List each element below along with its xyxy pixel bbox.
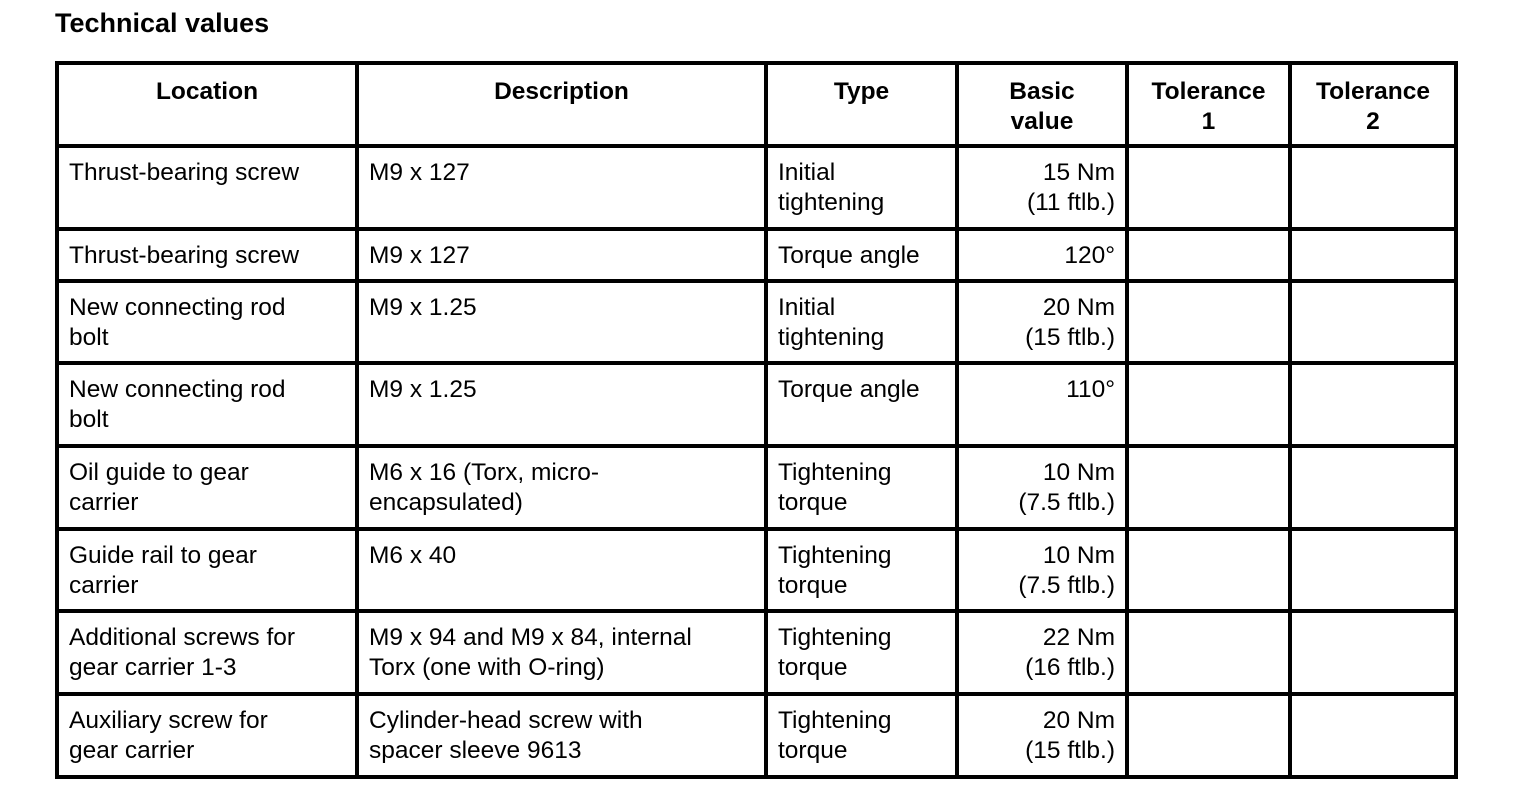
table-row	[57, 281, 1456, 364]
cell-type-line: torque	[778, 737, 848, 765]
cell-type-line: torque	[778, 571, 848, 599]
cell-basic-value-line: (15 ftlb.)	[1025, 737, 1115, 765]
cell-location	[57, 611, 357, 694]
cell-location-line: Thrust-bearing screw	[69, 241, 300, 269]
cell-type-line: Tightening	[778, 541, 892, 569]
cell-description	[357, 694, 766, 777]
cell-description-line: M6 x 40	[369, 541, 457, 569]
cell-tolerance-2	[1290, 446, 1456, 529]
cell-location-line: Additional screws for	[69, 624, 296, 652]
cell-description-line: M9 x 127	[369, 159, 470, 186]
table-row	[57, 611, 1456, 694]
header-type: Type	[766, 63, 957, 146]
header-row	[57, 63, 1456, 146]
cell-basic-value	[957, 146, 1127, 229]
cell-type	[766, 611, 957, 694]
table-row	[57, 363, 1456, 446]
cell-location-line: bolt	[69, 406, 109, 434]
table-row	[57, 446, 1456, 529]
cell-tolerance-1	[1127, 146, 1290, 229]
cell-location-line: Guide rail to gear	[69, 541, 257, 569]
cell-basic-value-line: 22 Nm	[1042, 624, 1115, 652]
cell-tolerance-2	[1290, 229, 1456, 281]
header-tolerance-2: Tolerance 2	[1290, 63, 1456, 146]
cell-location-line: Auxiliary screw for	[69, 707, 268, 735]
cell-basic-value-line: (15 ftlb.)	[1025, 323, 1115, 351]
cell-type	[766, 281, 957, 364]
cell-description-line: Cylinder-head screw with	[369, 707, 643, 735]
cell-location-line: carrier	[69, 489, 139, 517]
cell-type	[766, 146, 957, 229]
cell-location	[57, 694, 357, 777]
cell-type-line: Torque angle	[778, 376, 920, 404]
technical-values-table	[55, 61, 1458, 779]
cell-description	[357, 146, 766, 229]
cell-location	[57, 281, 357, 364]
cell-tolerance-2	[1290, 281, 1456, 364]
cell-basic-value-line: (7.5 ftlb.)	[1018, 489, 1115, 517]
cell-location-line: New connecting rod	[69, 376, 286, 404]
cell-type-line: Initial	[778, 293, 836, 321]
cell-basic-value-line: (7.5 ftlb.)	[1018, 571, 1115, 599]
cell-location	[57, 146, 357, 229]
cell-basic-value-line: (11 ftlb.)	[1026, 189, 1115, 216]
cell-type-line: torque	[778, 654, 848, 682]
page-title: Technical values	[55, 8, 270, 38]
header-basic-value: Basic value	[957, 63, 1127, 146]
cell-tolerance-1	[1127, 446, 1290, 529]
cell-location-line: Oil guide to gear	[69, 459, 249, 487]
cell-type-line: Tightening	[778, 624, 892, 652]
cell-tolerance-1	[1127, 694, 1290, 777]
table-row	[57, 694, 1456, 777]
cell-description	[357, 363, 766, 446]
cell-type-line: tightening	[778, 323, 885, 351]
cell-basic-value-line: (16 ftlb.)	[1025, 654, 1115, 682]
cell-description-line: M9 x 94 and M9 x 84, internal	[369, 624, 692, 652]
cell-description-line: spacer sleeve 9613	[369, 737, 582, 765]
cell-type	[766, 694, 957, 777]
cell-description-line: encapsulated)	[369, 489, 523, 517]
cell-description-line: M9 x 1.25	[369, 293, 477, 321]
table-row	[57, 529, 1456, 612]
cell-type-line: Torque angle	[778, 241, 920, 269]
cell-basic-value	[957, 446, 1127, 529]
cell-basic-value-line: 110°	[1066, 376, 1115, 404]
cell-location-line: carrier	[69, 571, 139, 599]
cell-type-line: Tightening	[778, 707, 892, 735]
cell-location-line: bolt	[69, 323, 109, 351]
table-row	[57, 229, 1456, 281]
cell-basic-value-line: 20 Nm	[1042, 293, 1115, 321]
cell-tolerance-1	[1127, 611, 1290, 694]
cell-basic-value	[957, 694, 1127, 777]
header-description: Description	[357, 63, 766, 146]
cell-description-line: M9 x 1.25	[369, 376, 477, 404]
cell-type-line: Tightening	[778, 459, 892, 487]
cell-description-line: M9 x 127	[369, 241, 470, 269]
cell-type-line: tightening	[778, 189, 885, 216]
cell-type-line: torque	[778, 489, 848, 517]
cell-tolerance-1	[1127, 229, 1290, 281]
cell-description-line: M6 x 16 (Torx, micro-	[369, 459, 600, 487]
cell-basic-value-line: 20 Nm	[1042, 707, 1115, 735]
cell-description-line: Torx (one with O-ring)	[369, 654, 605, 682]
cell-location	[57, 529, 357, 612]
cell-location-line: gear carrier	[69, 737, 195, 765]
cell-location-line: New connecting rod	[69, 293, 286, 321]
cell-basic-value	[957, 229, 1127, 281]
cell-tolerance-2	[1290, 529, 1456, 612]
cell-description	[357, 446, 766, 529]
cell-tolerance-1	[1127, 529, 1290, 612]
header-location: Location	[57, 63, 357, 146]
cell-basic-value-line: 120°	[1064, 241, 1115, 269]
cell-type	[766, 363, 957, 446]
cell-type	[766, 529, 957, 612]
cell-description	[357, 281, 766, 364]
cell-basic-value	[957, 529, 1127, 612]
cell-description	[357, 529, 766, 612]
cell-tolerance-2	[1290, 694, 1456, 777]
cell-description	[357, 611, 766, 694]
cell-location	[57, 446, 357, 529]
cell-basic-value-line: 10 Nm	[1042, 459, 1115, 487]
table-row	[57, 146, 1456, 229]
cell-type	[766, 229, 957, 281]
cell-tolerance-1	[1127, 281, 1290, 364]
cell-tolerance-2	[1290, 146, 1456, 229]
cell-tolerance-2	[1290, 611, 1456, 694]
cell-location-line: Thrust-bearing screw	[69, 159, 300, 186]
cell-location	[57, 363, 357, 446]
cell-location-line: gear carrier 1-3	[69, 654, 237, 682]
header-tolerance-1: Tolerance 1	[1127, 63, 1290, 146]
cell-basic-value-line: 15 Nm	[1042, 159, 1115, 186]
cell-type-line: Initial	[778, 159, 836, 186]
cell-basic-value	[957, 281, 1127, 364]
cell-description	[357, 229, 766, 281]
cell-basic-value	[957, 363, 1127, 446]
cell-tolerance-2	[1290, 363, 1456, 446]
cell-basic-value-line: 10 Nm	[1042, 541, 1115, 569]
cell-location	[57, 229, 357, 281]
cell-basic-value	[957, 611, 1127, 694]
cell-tolerance-1	[1127, 363, 1290, 446]
cell-type	[766, 446, 957, 529]
